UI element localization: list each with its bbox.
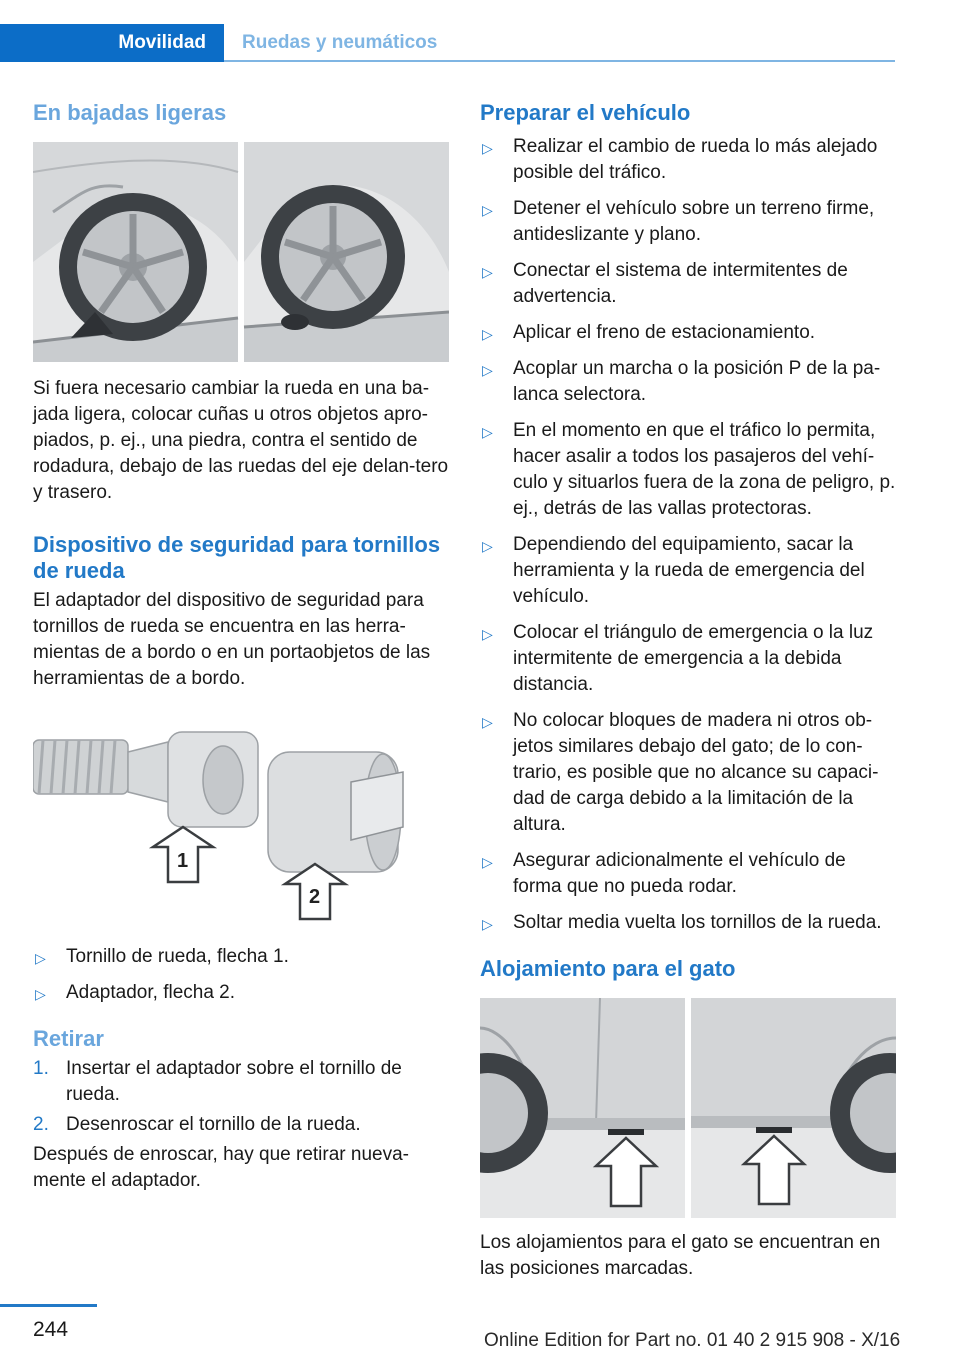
list-preparar-vehiculo <box>480 134 896 936</box>
list-item: ▷ No colocar bloques de madera ni otros ob-jetos similares debajo del gato; de lo con-trario, es posible que no alcance su capaci-dad de carga debido a la limitación de la altura. <box>482 710 879 835</box>
edition-text: Online Edition for Part no. 01 40 2 915 908 - X/16 <box>484 1330 901 1351</box>
tab-ruedas-y-neumaticos[interactable]: Ruedas y neumáticos <box>242 32 438 53</box>
triangle-bullet-icon: ▷ <box>482 714 493 730</box>
triangle-bullet-icon: ▷ <box>35 950 46 966</box>
heading-preparar-vehiculo: Preparar el vehículo <box>480 100 691 125</box>
heading-dispositivo-seguridad: Dispositivo de seguridad para tornillos de rueda <box>33 532 441 583</box>
triangle-bullet-icon: ▷ <box>482 202 493 218</box>
list-item: ▷ Detener el vehículo sobre un terreno firme, antideslizante y plano. <box>482 198 875 245</box>
list-item: ▷ Dependiendo del equipamiento, sacar la herramienta y la rueda de emergencia del vehículo. <box>482 534 865 607</box>
triangle-bullet-icon: ▷ <box>482 626 493 642</box>
footer-accent-line <box>0 1304 97 1307</box>
triangle-bullet-icon: ▷ <box>482 424 493 440</box>
triangle-bullet-icon: ▷ <box>482 538 493 554</box>
list-item: ▷ Conectar el sistema de intermitentes de advertencia. <box>482 260 848 307</box>
list-item: ▷ Colocar el triángulo de emergencia o la luz intermitente de emergencia a la debida distancia. <box>482 622 874 695</box>
illustration-jack-points <box>480 998 896 1218</box>
list-item: ▷ Adaptador, flecha 2. <box>33 980 449 1006</box>
left-column <box>33 100 449 1194</box>
list-item: ▷ Asegurar adicionalmente el vehículo de forma que no pueda rodar. <box>482 850 846 897</box>
list-item: ▷ Soltar media vuelta los tornillos de la rueda. <box>480 910 896 936</box>
heading-retirar: Retirar <box>33 1026 104 1051</box>
list-item: 2. Desenroscar el tornillo de la rueda. <box>33 1114 361 1135</box>
right-column <box>480 100 896 1282</box>
illustration-wheel-chocks <box>33 142 449 362</box>
list-retirar-steps <box>33 1056 449 1138</box>
list-item: 1. Insertar el adaptador sobre el tornillo de rueda. <box>33 1058 402 1105</box>
triangle-bullet-icon: ▷ <box>482 264 493 280</box>
triangle-bullet-icon: ▷ <box>482 326 493 342</box>
triangle-bullet-icon: ▷ <box>482 140 493 156</box>
illustration-bolt-and-adapter <box>33 722 449 922</box>
tab-movilidad[interactable]: Movilidad <box>0 24 224 62</box>
tab-underline <box>224 60 895 62</box>
paragraph-dispositivo: El adaptador del dispositivo de seguridad para tornillos de rueda se encuentra en las herra-mientas de a bordo o en un portaobjetos de las herramientas de a bordo. <box>33 590 431 689</box>
paragraph-alojamiento: Los alojamientos para el gato se encuentran en las posiciones marcadas. <box>480 1232 881 1279</box>
heading-alojamiento-gato: Alojamiento para el gato <box>480 956 736 981</box>
list-item: ▷ Tornillo de rueda, flecha 1. <box>33 944 449 970</box>
arrow-label-2: 2 <box>309 886 321 908</box>
arrow-label-1: 1 <box>177 850 189 872</box>
triangle-bullet-icon: ▷ <box>35 986 46 1002</box>
heading-en-bajadas-ligeras: En bajadas ligeras <box>33 100 227 125</box>
list-item: ▷ Acoplar un marcha o la posición P de la pa-lanca selectora. <box>482 358 881 405</box>
chapter-tabs <box>0 24 895 62</box>
paragraph-retirar: Después de enroscar, hay que retirar nueva-mente el adaptador. <box>33 1144 409 1191</box>
list-item: ▷ Realizar el cambio de rueda lo más alejado posible del tráfico. <box>482 136 878 183</box>
triangle-bullet-icon: ▷ <box>482 916 493 932</box>
list-item: ▷ Aplicar el freno de estacionamiento. <box>480 320 896 346</box>
triangle-bullet-icon: ▷ <box>482 362 493 378</box>
paragraph-bajadas: Si fuera necesario cambiar la rueda en una ba-jada ligera, colocar cuñas u otros objetos apro-piados, p. ej., una piedra, contra el sentido de rodadura, debajo de las ruedas del eje delan-tero y trasero. <box>33 378 449 503</box>
list-bolt-parts <box>33 944 449 1006</box>
page-number: 244 <box>33 1318 69 1341</box>
list-item: ▷ En el momento en que el tráfico lo permita, hacer asalir a todos los pasajeros del vehí-culo y situarlos fuera de la zona de peligro, p. ej., detrás de las vallas protectoras. <box>482 420 896 519</box>
triangle-bullet-icon: ▷ <box>482 854 493 870</box>
